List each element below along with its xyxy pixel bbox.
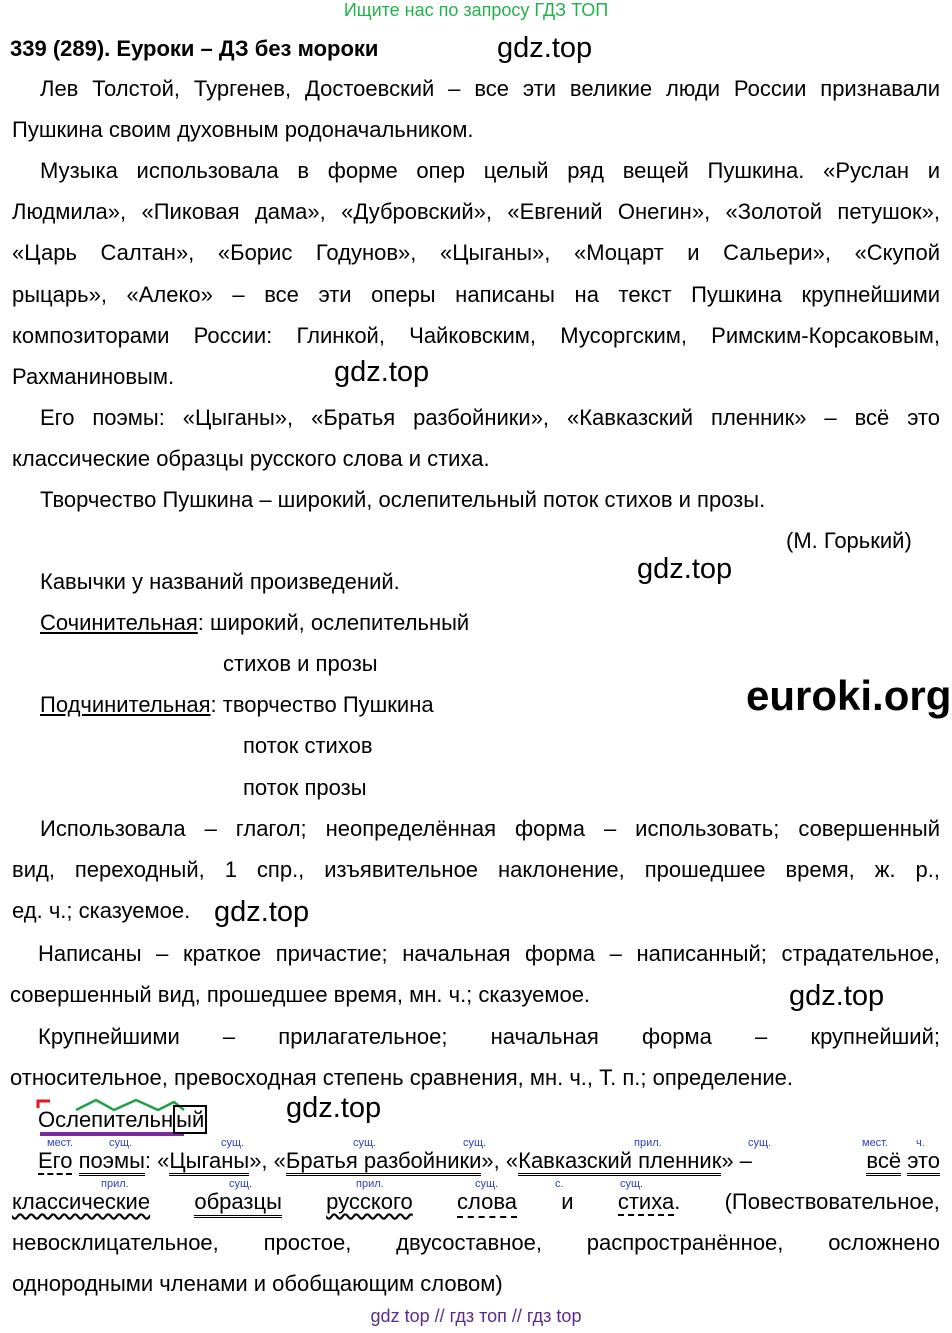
morpheme-word: [38, 1107, 207, 1133]
pos-label: сущ.: [109, 1137, 133, 1149]
author: (М. Горький): [786, 528, 912, 553]
watermark: gdz.top: [214, 896, 310, 928]
parsed-sentence-line: [38, 1148, 940, 1174]
text-line: относительное, превосходная степень сравнения, мн. ч., Т. п.; определение.: [10, 1065, 793, 1090]
text-line: Творчество Пушкина – широкий, ослепительный поток стихов и прозы.: [40, 487, 766, 512]
pos-label: сущ.: [475, 1178, 499, 1190]
pos-label: прил.: [356, 1178, 384, 1190]
word-ending: ый: [173, 1105, 207, 1134]
pos-label: прил.: [101, 1178, 129, 1190]
sentence-segment-1: Его поэмы: «Цыганы», «Братья разбойники», «Кавказский пленник» –: [38, 1148, 752, 1174]
pos-label: сущ.: [748, 1137, 772, 1149]
parsed-sentence-line: классические образцы русского слова и стиха. (Повествовательное,: [12, 1189, 940, 1218]
pos-label: сущ.: [463, 1137, 487, 1149]
word-stem: Ослепительн: [38, 1107, 174, 1132]
text-line: Людмила», «Пиковая дама», «Дубровский», «Евгений Онегин», «Золотой петушок»,: [12, 199, 940, 224]
sentence-end: стиха.: [617, 1189, 681, 1214]
page-title: 339 (289). Еуроки – ДЗ без мороки: [10, 36, 379, 61]
pos-label: сущ.: [221, 1137, 245, 1149]
text-line: композиторами России: Глинкой, Чайковским, Мусоргским, Римским-Корсаковым,: [12, 323, 940, 348]
text-line: однородными членами и обобщающим словом): [12, 1271, 503, 1296]
pos-label: сущ.: [620, 1178, 644, 1190]
pos-label: ч.: [916, 1137, 925, 1149]
note-line: [40, 610, 469, 636]
watermark: gdz.top: [637, 553, 733, 585]
watermark: gdz.top: [286, 1092, 382, 1124]
text-line: «Царь Салтан», «Борис Годунов», «Цыганы», «Моцарт и Сальери», «Скупой: [12, 240, 940, 265]
watermark: gdz.top: [497, 32, 593, 64]
watermark: gdz.top: [334, 356, 430, 388]
text-line: Музыка использовала в форме опер целый ряд вещей Пушкина. «Руслан и: [40, 158, 940, 183]
text-line: невосклицательное, простое, двусоставное, распространённое, осложнено: [12, 1230, 940, 1255]
watermark: gdz.top: [789, 980, 885, 1012]
top-banner: Ищите нас по запросу ГДЗ ТОП: [343, 0, 609, 20]
sentence-segment-2: всё это: [866, 1148, 940, 1174]
text-line: Использовала – глагол; неопределённая форма – использовать; совершенный: [40, 816, 940, 841]
note-line: [40, 692, 434, 718]
text-line: Рахманиновым.: [12, 364, 175, 389]
text-line: Крупнейшими – прилагательное; начальная форма – крупнейший;: [38, 1024, 940, 1049]
pos-label: мест.: [47, 1137, 74, 1149]
note-line: поток стихов: [243, 733, 373, 758]
text-line: рыцарь», «Алеко» – все эти оперы написаны на текст Пушкина крупнейшими: [12, 282, 940, 307]
pos-label: с.: [555, 1178, 564, 1190]
note-line: Кавычки у названий произведений.: [40, 569, 400, 594]
footer: gdz top // гдз топ // гдз top: [370, 1306, 582, 1326]
euroki-logo: euroki.org: [746, 672, 952, 719]
text-line: Его поэмы: «Цыганы», «Братья разбойники», «Кавказский пленник» – всё это: [40, 405, 940, 430]
pos-label: мест.: [862, 1137, 889, 1149]
text-line: совершенный вид, прошедшее время, мн. ч.; сказуемое.: [10, 982, 591, 1007]
note-text: : широкий, ослепительный: [197, 610, 470, 635]
text-line: классические образцы русского слова и стиха.: [12, 446, 490, 471]
note-line: стихов и прозы: [223, 651, 378, 676]
note-line: поток прозы: [243, 775, 367, 800]
pos-label: сущ.: [353, 1137, 377, 1149]
text-line: Лев Толстой, Тургенев, Достоевский – все эти великие люди России признавали: [40, 76, 940, 101]
text-line: Пушкина своим духовным родоначальником.: [12, 117, 474, 142]
note-label: Сочинительная: [40, 610, 198, 635]
note-text: : творчество Пушкина: [210, 692, 434, 717]
text-line: ед. ч.; сказуемое.: [12, 898, 191, 923]
text-line: Написаны – краткое причастие; начальная форма – написанный; страдательное,: [38, 941, 940, 966]
pos-label: прил.: [634, 1137, 662, 1149]
pos-label: сущ.: [229, 1178, 253, 1190]
note-label: Подчинительная: [40, 692, 211, 717]
text-line: вид, переходный, 1 спр., изъявительное наклонение, прошедшее время, ж. р.,: [12, 857, 940, 882]
